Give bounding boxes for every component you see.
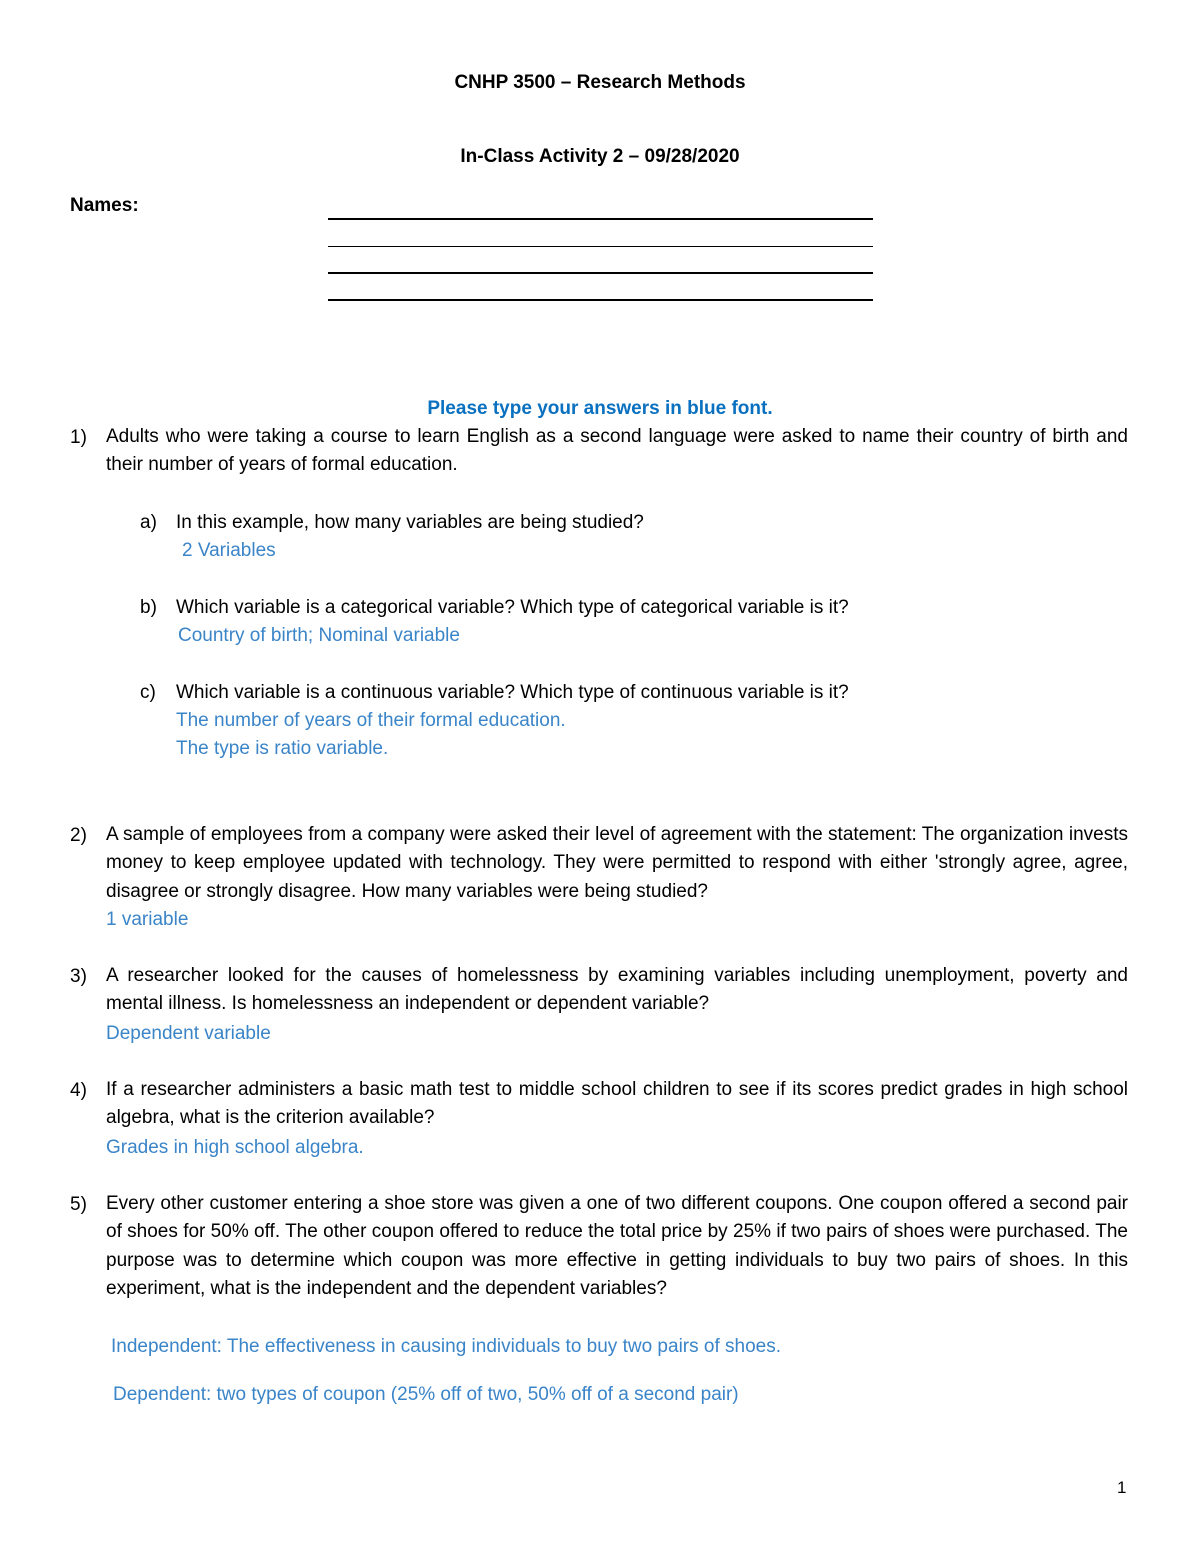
question-number: 3): [70, 966, 87, 987]
question-text: If a researcher administers a basic math test to middle school children to see if its scores predict grades in high school algebra, what is the criterion available?: [106, 1079, 1128, 1129]
name-line[interactable]: [328, 272, 873, 274]
answer-text[interactable]: 2 Variables: [182, 540, 276, 561]
course-title: CNHP 3500 – Research Methods: [454, 72, 746, 93]
name-line[interactable]: [328, 246, 873, 247]
question-text: Adults who were taking a course to learn English as a second language were asked to name their country of birth and their number of years of formal education.: [106, 426, 1128, 476]
name-line[interactable]: [328, 218, 873, 220]
sub-question-text: Which variable is a categorical variable? Which type of categorical variable is it?: [176, 597, 849, 618]
question-text: A researcher looked for the causes of homelessness by examining variables including unemployment, poverty and mental illness. Is homelessness an independent or dependent variable?: [106, 965, 1128, 1015]
sub-question-letter: b): [140, 597, 157, 618]
question-number: 5): [70, 1194, 87, 1215]
question-number: 4): [70, 1080, 87, 1101]
activity-title: In-Class Activity 2 – 09/28/2020: [460, 146, 740, 167]
question-text: Every other customer entering a shoe store was given a one of two different coupons. One coupon offered a second pair of shoes for 50% off. The other coupon offered to reduce the total price by 25% if two pairs of shoes were purchased. The purpose was to determine which coupon was more effective in getting individuals to buy two pairs of shoes. In this experiment, what is the independent and the dependent variables?: [106, 1193, 1128, 1300]
name-line[interactable]: [328, 299, 873, 301]
page-number: 1: [1117, 1478, 1127, 1497]
answer-text[interactable]: 1 variable: [106, 909, 189, 930]
answer-text[interactable]: Dependent: two types of coupon (25% off of two, 50% off of a second pair): [113, 1384, 739, 1405]
question-number: 1): [70, 427, 87, 448]
sub-question-letter: a): [140, 512, 157, 533]
answer-text[interactable]: Country of birth; Nominal variable: [178, 625, 460, 646]
sub-question-text: In this example, how many variables are being studied?: [176, 512, 644, 533]
names-label: Names:: [70, 195, 139, 216]
answer-text[interactable]: The number of years of their formal education.: [176, 710, 566, 731]
question-text: A sample of employees from a company were asked their level of agreement with the statement: The organization invests money to keep employee updated with technology. They were permitted to respond with either 'strongly agree, agree, disagree or strongly disagree. How many variables were being studied?: [106, 824, 1128, 902]
instruction-text: Please type your answers in blue font.: [427, 398, 773, 419]
sub-question-letter: c): [140, 682, 156, 703]
sub-question-text: Which variable is a continuous variable? Which type of continuous variable is it?: [176, 682, 849, 703]
answer-text[interactable]: The type is ratio variable.: [176, 738, 389, 759]
answer-text[interactable]: Grades in high school algebra.: [106, 1137, 364, 1158]
answer-text[interactable]: Dependent variable: [106, 1023, 271, 1044]
answer-text[interactable]: Independent: The effectiveness in causing individuals to buy two pairs of shoes.: [111, 1336, 782, 1357]
question-number: 2): [70, 825, 87, 846]
